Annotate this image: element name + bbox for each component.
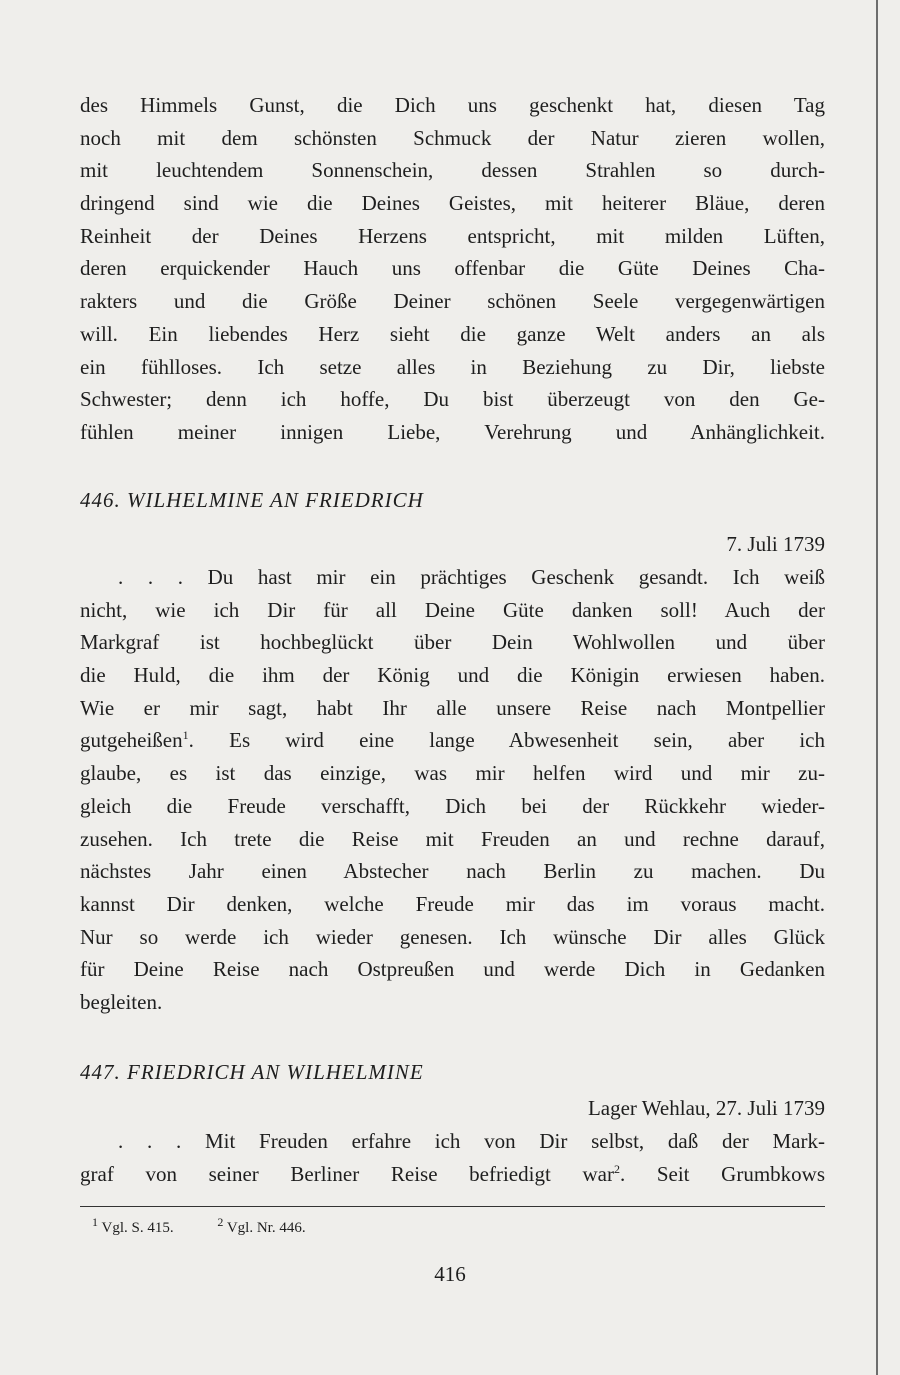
letter-date: Lager Wehlau, 27. Juli 1739: [587, 1096, 825, 1120]
footnote-ref[interactable]: 2: [613, 1161, 620, 1176]
text-line: zusehen. Ich trete die Reise mit Freuden an und rechne darauf,: [80, 826, 825, 851]
text-line: deren erquickender Hauch uns offenbar die Güte Deines Cha-: [80, 256, 825, 281]
text-line: nächstes Jahr einen Abstecher nach Berlin zu machen. Du: [80, 859, 825, 884]
letter-date: 7. Juli 1739: [726, 532, 825, 556]
footnotes: [92, 1215, 346, 1237]
text-line: . . . Du hast mir ein prächtiges Geschenk gesandt. Ich weiß: [118, 565, 825, 589]
text-line: . . . Mit Freuden erfahre ich von Dir selbst, daß der Mark-: [118, 1129, 825, 1153]
text-line: mit leuchtendem Sonnenschein, dessen Strahlen so durch-: [80, 158, 825, 183]
text: graf von seiner Berliner Reise befriedigt war: [80, 1161, 614, 1186]
letter-447: [80, 1055, 825, 1190]
text-line: des Himmels Gunst, die Dich uns geschenkt hat, diesen Tag: [80, 93, 825, 117]
text-line: nicht, wie ich Dir für all Deine Güte danken soll! Auch der: [80, 597, 825, 622]
text-line: noch mit dem schönsten Schmuck der Natur zieren wollen,: [80, 125, 825, 150]
page-edge: [876, 0, 878, 1375]
footnote-text: Vgl. S. 415.: [101, 1220, 174, 1236]
footnote-text: Vgl. Nr. 446.: [226, 1220, 306, 1236]
text-line: Reinheit der Deines Herzens entspricht, mit milden Lüften,: [80, 223, 825, 248]
footnote-2: [217, 1215, 306, 1236]
letter-heading: 446. WILHELMINE AN FRIEDRICH: [80, 488, 424, 512]
text-line: rakters und die Größe Deiner schönen Seele vergegenwärtigen: [80, 289, 825, 314]
text: . Es wird eine lange Abwesenheit sein, aber ich: [188, 728, 825, 753]
text: . Seit Grumbkows: [619, 1161, 825, 1186]
footnote-mark: 2: [217, 1215, 224, 1229]
text-line: [80, 724, 825, 757]
footnote-1: [92, 1215, 174, 1236]
text-line: glaube, es ist das einzige, was mir helfen wird und mir zu-: [80, 761, 825, 786]
text-line: Nur so werde ich wieder genesen. Ich wünsche Dir alles Glück: [80, 924, 825, 949]
text-line: für Deine Reise nach Ostpreußen und werde Dich in Gedanken: [80, 957, 825, 982]
text-line: gleich die Freude verschafft, Dich bei der Rückkehr wieder-: [80, 793, 825, 818]
text-line: Schwester; denn ich hoffe, Du bist überzeugt von den Ge-: [80, 387, 825, 412]
text-line: will. Ein liebendes Herz sieht die ganze Welt anders an als: [80, 321, 825, 346]
text-line: Markgraf ist hochbeglückt über Dein Wohlwollen und über: [80, 630, 825, 655]
footnote-mark: 1: [92, 1215, 98, 1229]
text-line: [80, 1158, 825, 1191]
text-line: begleiten.: [80, 989, 163, 1014]
footnote-ref[interactable]: 1: [182, 728, 189, 743]
text-line: ein fühlloses. Ich setze alles in Beziehung zu Dir, liebste: [80, 354, 825, 379]
letter-heading: 447. FRIEDRICH AN WILHELMINE: [80, 1060, 424, 1084]
page-number: 416: [434, 1262, 466, 1286]
text-line: kannst Dir denken, welche Freude mir das im voraus macht.: [80, 891, 825, 916]
text-line: dringend sind wie die Deines Geistes, mit heiterer Bläue, deren: [80, 191, 825, 216]
text-line: die Huld, die ihm der König und die Königin erwiesen haben.: [80, 663, 825, 688]
letter-446: [80, 483, 825, 1019]
text: gutgeheißen: [80, 728, 183, 753]
text-line: Wie er mir sagt, habt Ihr alle unsere Reise nach Montpellier: [80, 695, 825, 720]
text-line: fühlen meiner innigen Liebe, Verehrung und Anhänglichkeit.: [80, 419, 825, 444]
footnote-rule: [80, 1206, 825, 1207]
intro-paragraph: [80, 89, 825, 449]
